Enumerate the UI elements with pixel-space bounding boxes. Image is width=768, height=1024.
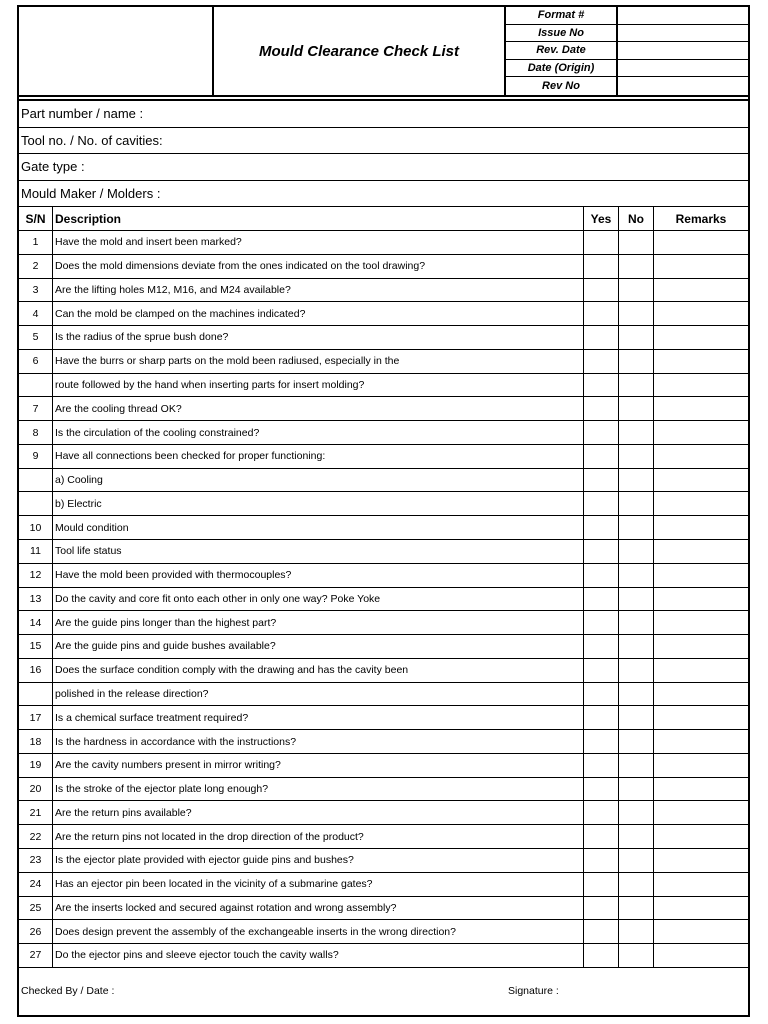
- sn-cell: 23: [19, 849, 53, 872]
- no-checkbox-cell[interactable]: [619, 849, 654, 872]
- yes-checkbox-cell[interactable]: [584, 635, 619, 658]
- table-row: [19, 326, 748, 350]
- no-checkbox-cell[interactable]: [619, 754, 654, 777]
- sn-cell: 6: [19, 350, 53, 373]
- yes-checkbox-cell[interactable]: [584, 944, 619, 967]
- remarks-cell[interactable]: [654, 944, 748, 967]
- sn-cell: 14: [19, 611, 53, 634]
- checklist-sheet: [17, 5, 750, 1017]
- no-checkbox-cell[interactable]: [619, 897, 654, 920]
- table-row: [19, 849, 748, 873]
- yes-checkbox-cell[interactable]: [584, 683, 619, 706]
- table-row: [19, 492, 748, 516]
- meta-value-field[interactable]: [618, 42, 748, 59]
- remarks-cell[interactable]: [654, 469, 748, 492]
- yes-checkbox-cell[interactable]: [584, 588, 619, 611]
- no-checkbox-cell[interactable]: [619, 588, 654, 611]
- remarks-cell[interactable]: [654, 492, 748, 515]
- header-description: Description: [53, 207, 584, 230]
- no-checkbox-cell[interactable]: [619, 730, 654, 753]
- remarks-cell[interactable]: [654, 540, 748, 563]
- description-cell: Is the circulation of the cooling constrained?: [53, 421, 584, 444]
- table-row: [19, 516, 748, 540]
- remarks-cell[interactable]: [654, 849, 748, 872]
- table-row: [19, 279, 748, 303]
- yes-checkbox-cell[interactable]: [584, 920, 619, 943]
- no-checkbox-cell[interactable]: [619, 350, 654, 373]
- no-checkbox-cell[interactable]: [619, 825, 654, 848]
- sn-cell: 20: [19, 778, 53, 801]
- remarks-cell[interactable]: [654, 564, 748, 587]
- header-sn: S/N: [19, 207, 53, 230]
- description-cell: Are the return pins not located in the drop direction of the product?: [53, 825, 584, 848]
- info-field[interactable]: Gate type :: [19, 154, 748, 181]
- remarks-cell[interactable]: [654, 397, 748, 420]
- table-row: [19, 944, 748, 968]
- table-row: [19, 588, 748, 612]
- remarks-cell[interactable]: [654, 683, 748, 706]
- table-row: [19, 421, 748, 445]
- no-checkbox-cell[interactable]: [619, 801, 654, 824]
- no-checkbox-cell[interactable]: [619, 683, 654, 706]
- yes-checkbox-cell[interactable]: [584, 611, 619, 634]
- sn-cell: [19, 469, 53, 492]
- table-row: [19, 231, 748, 255]
- table-row: [19, 564, 748, 588]
- remarks-cell[interactable]: [654, 920, 748, 943]
- description-cell: Are the lifting holes M12, M16, and M24 available?: [53, 279, 584, 302]
- table-row: [19, 659, 748, 683]
- description-cell: Is the hardness in accordance with the instructions?: [53, 730, 584, 753]
- yes-checkbox-cell[interactable]: [584, 279, 619, 302]
- table-row: [19, 540, 748, 564]
- yes-checkbox-cell[interactable]: [584, 754, 619, 777]
- no-checkbox-cell[interactable]: [619, 778, 654, 801]
- remarks-cell[interactable]: [654, 754, 748, 777]
- sn-cell: 3: [19, 279, 53, 302]
- yes-checkbox-cell[interactable]: [584, 302, 619, 325]
- meta-value-field[interactable]: [618, 7, 748, 24]
- remarks-cell[interactable]: [654, 421, 748, 444]
- remarks-cell[interactable]: [654, 801, 748, 824]
- info-field[interactable]: Tool no. / No. of cavities:: [19, 128, 748, 155]
- no-checkbox-cell[interactable]: [619, 279, 654, 302]
- no-checkbox-cell[interactable]: [619, 469, 654, 492]
- no-checkbox-cell[interactable]: [619, 302, 654, 325]
- sn-cell: 10: [19, 516, 53, 539]
- description-cell: Are the guide pins longer than the highest part?: [53, 611, 584, 634]
- no-checkbox-cell[interactable]: [619, 492, 654, 515]
- remarks-cell[interactable]: [654, 706, 748, 729]
- description-cell: Have the mold been provided with thermocouples?: [53, 564, 584, 587]
- remarks-cell[interactable]: [654, 778, 748, 801]
- document-header: [19, 7, 748, 95]
- yes-checkbox-cell[interactable]: [584, 350, 619, 373]
- description-cell: Can the mold be clamped on the machines indicated?: [53, 302, 584, 325]
- meta-row: [506, 77, 748, 95]
- remarks-cell[interactable]: [654, 611, 748, 634]
- remarks-cell[interactable]: [654, 897, 748, 920]
- header-remarks: Remarks: [675, 211, 727, 226]
- remarks-cell[interactable]: [654, 873, 748, 896]
- table-row: [19, 469, 748, 493]
- meta-label: Rev No: [506, 77, 618, 95]
- remarks-cell[interactable]: [654, 588, 748, 611]
- remarks-cell[interactable]: [654, 350, 748, 373]
- no-checkbox-cell[interactable]: [619, 706, 654, 729]
- yes-checkbox-cell[interactable]: [584, 540, 619, 563]
- remarks-cell[interactable]: [654, 445, 748, 468]
- description-cell: b) Electric: [53, 492, 584, 515]
- table-row: [19, 635, 748, 659]
- sn-cell: [19, 492, 53, 515]
- description-cell: Are the inserts locked and secured against rotation and wrong assembly?: [53, 897, 584, 920]
- no-checkbox-cell[interactable]: [619, 611, 654, 634]
- yes-checkbox-cell[interactable]: [584, 516, 619, 539]
- header-yes: Yes: [584, 207, 619, 230]
- info-field[interactable]: Part number / name :: [19, 101, 748, 128]
- yes-checkbox-cell[interactable]: [584, 326, 619, 349]
- description-cell: Do the ejector pins and sleeve ejector touch the cavity walls?: [53, 944, 584, 967]
- table-row: [19, 445, 748, 469]
- yes-checkbox-cell[interactable]: [584, 730, 619, 753]
- table-row: [19, 754, 748, 778]
- description-cell: Are the guide pins and guide bushes available?: [53, 635, 584, 658]
- sn-cell: 24: [19, 873, 53, 896]
- yes-checkbox-cell[interactable]: [584, 659, 619, 682]
- meta-label: Issue No: [506, 25, 618, 42]
- description-cell: Are the return pins available?: [53, 801, 584, 824]
- meta-value-field[interactable]: [618, 60, 748, 77]
- sn-cell: 13: [19, 588, 53, 611]
- table-row: [19, 683, 748, 707]
- remarks-cell[interactable]: [654, 730, 748, 753]
- sn-cell: 18: [19, 730, 53, 753]
- yes-checkbox-cell[interactable]: [584, 706, 619, 729]
- remarks-cell[interactable]: [654, 825, 748, 848]
- remarks-cell[interactable]: [654, 326, 748, 349]
- description-cell: Is the ejector plate provided with ejector guide pins and bushes?: [53, 849, 584, 872]
- table-row: [19, 374, 748, 398]
- table-row: [19, 255, 748, 279]
- table-row: [19, 350, 748, 374]
- sn-cell: [19, 683, 53, 706]
- sn-cell: 16: [19, 659, 53, 682]
- yes-checkbox-cell[interactable]: [584, 897, 619, 920]
- meta-label: Rev. Date: [506, 42, 618, 59]
- yes-checkbox-cell[interactable]: [584, 849, 619, 872]
- sn-cell: 27: [19, 944, 53, 967]
- sn-cell: 4: [19, 302, 53, 325]
- yes-checkbox-cell[interactable]: [584, 564, 619, 587]
- description-cell: Mould condition: [53, 516, 584, 539]
- signature-label: Signature :: [508, 985, 559, 997]
- description-cell: Have the burrs or sharp parts on the mold been radiused, especially in the: [53, 350, 584, 373]
- table-row: [19, 778, 748, 802]
- yes-checkbox-cell[interactable]: [584, 421, 619, 444]
- meta-value-field[interactable]: [618, 25, 748, 42]
- yes-checkbox-cell[interactable]: [584, 397, 619, 420]
- meta-label: Date (Origin): [506, 60, 618, 77]
- meta-value-field[interactable]: [618, 77, 748, 95]
- no-checkbox-cell[interactable]: [619, 944, 654, 967]
- remarks-cell[interactable]: [654, 516, 748, 539]
- table-row: [19, 730, 748, 754]
- table-row: [19, 920, 748, 944]
- meta-row: [506, 25, 748, 43]
- logo-area: [19, 7, 214, 95]
- no-checkbox-cell[interactable]: [619, 445, 654, 468]
- yes-checkbox-cell[interactable]: [584, 445, 619, 468]
- description-cell: Are the cooling thread OK?: [53, 397, 584, 420]
- no-checkbox-cell[interactable]: [619, 374, 654, 397]
- sn-cell: 11: [19, 540, 53, 563]
- info-field[interactable]: Mould Maker / Molders :: [19, 181, 748, 208]
- remarks-cell[interactable]: [654, 374, 748, 397]
- meta-row: [506, 60, 748, 78]
- yes-checkbox-cell[interactable]: [584, 801, 619, 824]
- description-cell: Is a chemical surface treatment required?: [53, 706, 584, 729]
- description-cell: Does the mold dimensions deviate from the ones indicated on the tool drawing?: [53, 255, 584, 278]
- description-cell: Do the cavity and core fit onto each other in only one way? Poke Yoke: [53, 588, 584, 611]
- sn-cell: 8: [19, 421, 53, 444]
- table-row: [19, 611, 748, 635]
- sn-cell: 5: [19, 326, 53, 349]
- description-cell: Have the mold and insert been marked?: [53, 231, 584, 254]
- yes-checkbox-cell[interactable]: [584, 469, 619, 492]
- yes-checkbox-cell[interactable]: [584, 778, 619, 801]
- sn-cell: 9: [19, 445, 53, 468]
- sn-cell: 17: [19, 706, 53, 729]
- yes-checkbox-cell[interactable]: [584, 873, 619, 896]
- sn-cell: 22: [19, 825, 53, 848]
- no-checkbox-cell[interactable]: [619, 326, 654, 349]
- document-meta-table: [506, 7, 748, 95]
- description-cell: Does design prevent the assembly of the exchangeable inserts in the wrong direction?: [53, 920, 584, 943]
- meta-label: Format #: [506, 7, 618, 24]
- yes-checkbox-cell[interactable]: [584, 825, 619, 848]
- table-row: [19, 873, 748, 897]
- description-cell: polished in the release direction?: [53, 683, 584, 706]
- page-title: Mould Clearance Check List: [214, 7, 506, 95]
- remarks-cell[interactable]: [654, 255, 748, 278]
- sn-cell: 25: [19, 897, 53, 920]
- sn-cell: 12: [19, 564, 53, 587]
- no-checkbox-cell[interactable]: [619, 659, 654, 682]
- description-cell: Has an ejector pin been located in the vicinity of a submarine gates?: [53, 873, 584, 896]
- no-checkbox-cell[interactable]: [619, 516, 654, 539]
- no-checkbox-cell[interactable]: [619, 231, 654, 254]
- yes-checkbox-cell[interactable]: [584, 374, 619, 397]
- no-checkbox-cell[interactable]: [619, 873, 654, 896]
- no-checkbox-cell[interactable]: [619, 635, 654, 658]
- table-row: [19, 897, 748, 921]
- description-cell: Does the surface condition comply with the drawing and has the cavity been: [53, 659, 584, 682]
- no-checkbox-cell[interactable]: [619, 255, 654, 278]
- sn-cell: [19, 374, 53, 397]
- no-checkbox-cell[interactable]: [619, 564, 654, 587]
- table-header-row: [19, 207, 748, 231]
- description-cell: Have all connections been checked for proper functioning:: [53, 445, 584, 468]
- sn-cell: 19: [19, 754, 53, 777]
- sn-cell: 15: [19, 635, 53, 658]
- no-checkbox-cell[interactable]: [619, 421, 654, 444]
- yes-checkbox-cell[interactable]: [584, 255, 619, 278]
- no-checkbox-cell[interactable]: [619, 540, 654, 563]
- sn-cell: 7: [19, 397, 53, 420]
- table-row: [19, 801, 748, 825]
- no-checkbox-cell[interactable]: [619, 920, 654, 943]
- header-no: No: [619, 207, 654, 230]
- description-cell: a) Cooling: [53, 469, 584, 492]
- no-checkbox-cell[interactable]: [619, 397, 654, 420]
- description-cell: Is the radius of the sprue bush done?: [53, 326, 584, 349]
- remarks-cell[interactable]: [654, 302, 748, 325]
- sn-cell: 26: [19, 920, 53, 943]
- sn-cell: 21: [19, 801, 53, 824]
- signoff-footer: [19, 973, 748, 1003]
- remarks-cell[interactable]: [654, 231, 748, 254]
- table-row: [19, 397, 748, 421]
- table-row: [19, 825, 748, 849]
- meta-row: [506, 42, 748, 60]
- description-cell: route followed by the hand when inserting parts for insert molding?: [53, 374, 584, 397]
- sn-cell: 1: [19, 231, 53, 254]
- description-cell: Are the cavity numbers present in mirror writing?: [53, 754, 584, 777]
- meta-row: [506, 7, 748, 25]
- yes-checkbox-cell[interactable]: [584, 492, 619, 515]
- checked-by-label: Checked By / Date :: [21, 985, 115, 997]
- remarks-cell[interactable]: [654, 635, 748, 658]
- description-cell: Tool life status: [53, 540, 584, 563]
- sn-cell: 2: [19, 255, 53, 278]
- table-row: [19, 302, 748, 326]
- table-row: [19, 706, 748, 730]
- yes-checkbox-cell[interactable]: [584, 231, 619, 254]
- remarks-cell[interactable]: [654, 279, 748, 302]
- description-cell: Is the stroke of the ejector plate long enough?: [53, 778, 584, 801]
- remarks-cell[interactable]: [654, 659, 748, 682]
